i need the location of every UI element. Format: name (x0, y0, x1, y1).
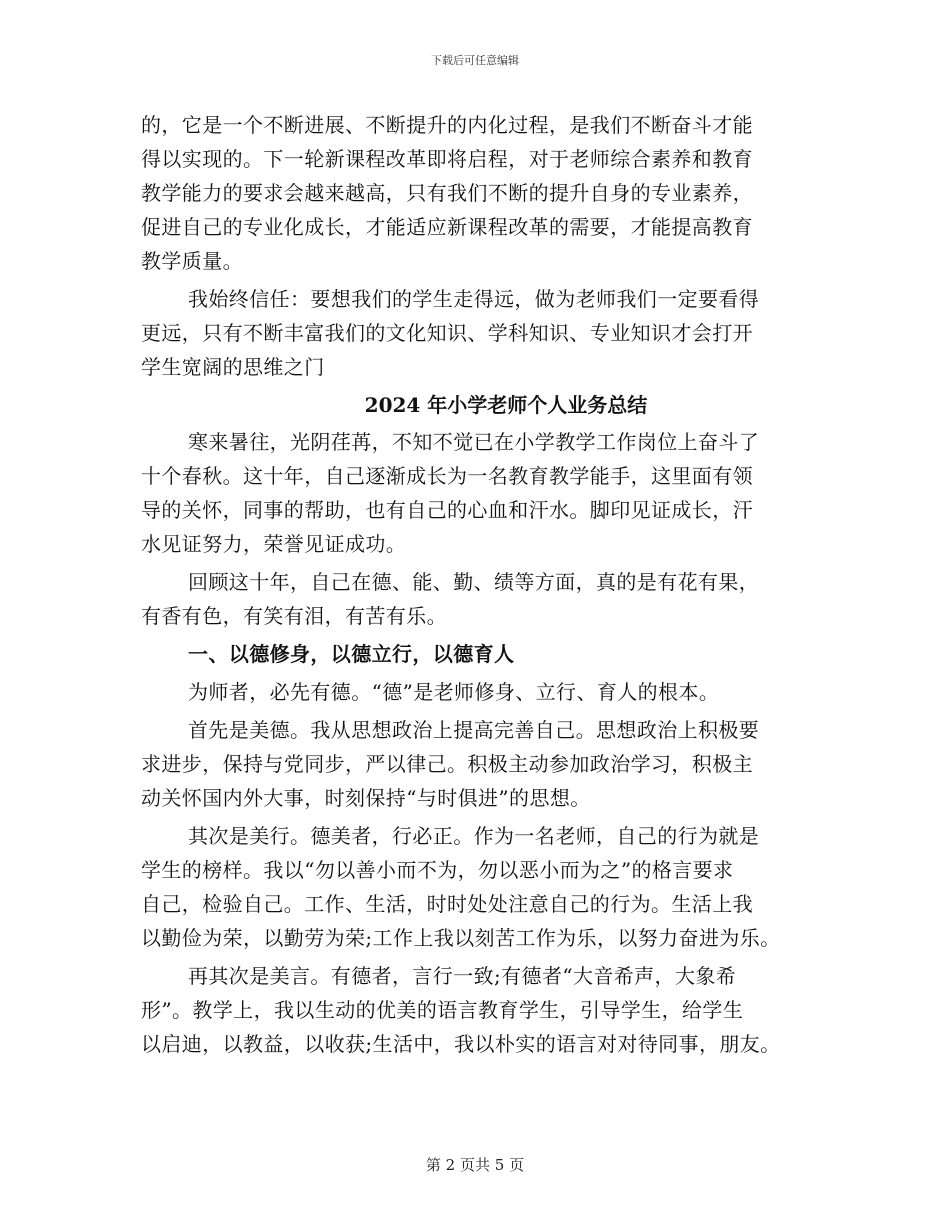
text-line: 学生宽阔的思维之门 (141, 355, 325, 379)
paragraph (141, 282, 831, 384)
text-line: 更远，只有不断丰富我们的文化知识、学科知识、专业知识才会打开 (141, 321, 753, 345)
text-line: 教学能力的要求会越来越高，只有我们不断的提升自身的专业素养， (141, 181, 753, 205)
text-line: 导的关怀，同事的帮助，也有自己的心血和汗水。脚印见证成长，汗 (141, 498, 753, 522)
text-line: 得以实现的。下一轮新课程改革即将启程，对于老师综合素养和教育 (141, 147, 753, 171)
text-line: 首先是美德。我从思想政治上提高完善自己。思想政治上积极要 (188, 718, 760, 742)
page-footer: 第 2 页共 5 页 (425, 1156, 525, 1174)
text-line: 再其次是美言。有德者，言行一致;有德者“大音希声，大象希 (188, 964, 737, 988)
text-line: 形”。教学上，我以生动的优美的语言教育学生，引导学生，给学生 (141, 998, 744, 1022)
text-line: 动关怀国内外大事，时刻保持“与时俱进”的思想。 (141, 786, 591, 810)
paragraph (141, 713, 831, 815)
text-line: 以勤俭为荣，以勤劳为荣;工作上我以刻苦工作为乐，以努力奋进为乐。 (141, 926, 781, 950)
text-line: 教学质量。 (141, 249, 243, 273)
text-line: 为师者，必先有德。“德”是老师修身、立行、育人的根本。 (188, 680, 720, 704)
paragraph (141, 425, 831, 561)
page-header: 下载后可任意编辑 (431, 54, 519, 67)
text-line: 十个春秋。这十年，自己逐渐成长为一名教育教学能手，这里面有领 (141, 464, 753, 488)
text-line: 有香有色，有笑有泪，有苦有乐。 (141, 604, 447, 628)
paragraph (141, 819, 831, 955)
text-line: 促进自己的专业化成长，才能适应新课程改革的需要，才能提高教育 (141, 215, 753, 239)
section-title: 2024 年小学老师个人业务总结 (364, 393, 648, 417)
paragraph (141, 675, 831, 709)
text-line: 寒来暑往，光阴荏苒，不知不觉已在小学教学工作岗位上奋斗了 (188, 430, 760, 454)
text-line: 以启迪，以教益，以收获;生活中，我以朴实的语言对对待同事，朋友。 (141, 1032, 781, 1056)
section-heading: 一、以德修身，以德立行，以德育人 (188, 642, 515, 666)
text-line: 其次是美行。德美者，行必正。作为一名老师，自己的行为就是 (188, 824, 760, 848)
text-line: 我始终信任：要想我们的学生走得远，做为老师我们一定要看得 (188, 287, 760, 311)
paragraph (141, 959, 831, 1061)
text-line: 学生的榜样。我以“勿以善小而不为，勿以恶小而为之”的格言要求 (141, 858, 734, 882)
text-line: 水见证努力，荣誉见证成功。 (141, 532, 407, 556)
paragraph (141, 565, 831, 633)
paragraph (141, 108, 831, 278)
document-body (141, 108, 831, 1061)
text-line: 回顾这十年，自己在德、能、勤、绩等方面，真的是有花有果， (188, 570, 760, 594)
text-line: 求进步，保持与党同步，严以律己。积极主动参加政治学习，积极主 (141, 752, 753, 776)
text-line: 的，它是一个不断进展、不断提升的内化过程，是我们不断奋斗才能 (141, 113, 753, 137)
text-line: 自己，检验自己。工作、生活，时时处处注意自己的行为。生活上我 (141, 892, 753, 916)
